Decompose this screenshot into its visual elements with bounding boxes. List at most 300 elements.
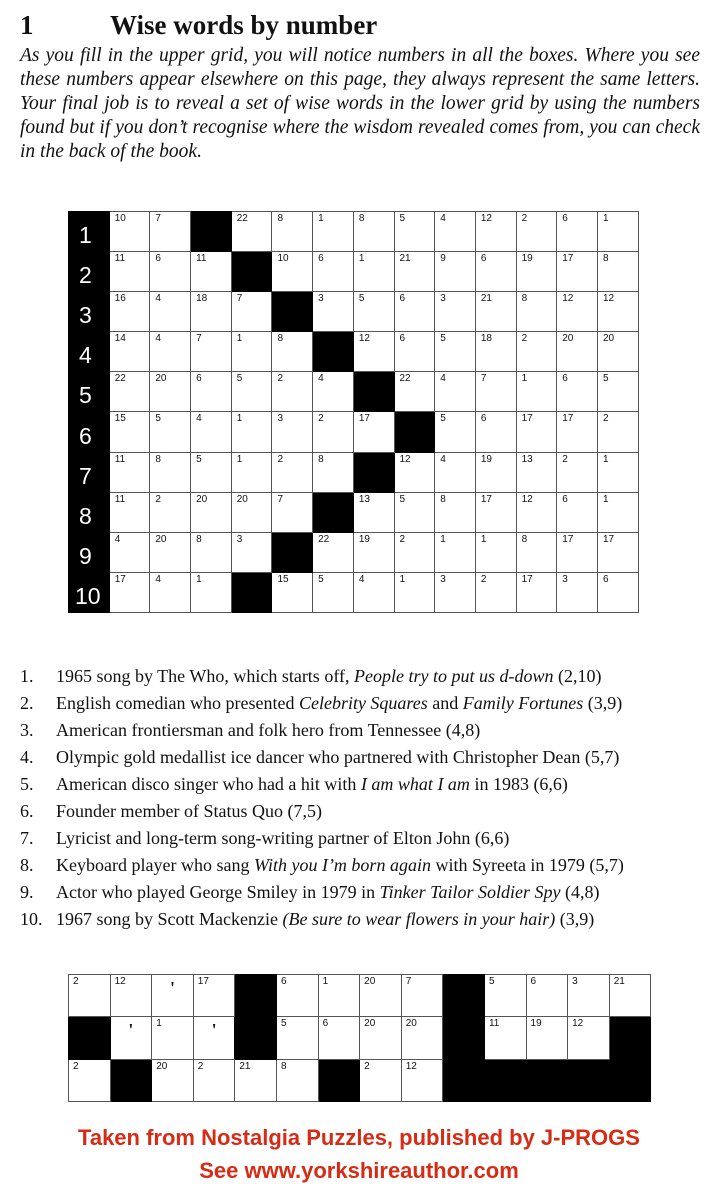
grid-cell[interactable] xyxy=(435,452,476,492)
grid-cell[interactable] xyxy=(394,212,435,252)
final-grid-cell[interactable] xyxy=(401,1059,443,1101)
cell-number: 6 xyxy=(480,413,487,425)
grid-cell[interactable] xyxy=(109,332,150,372)
grid-cell[interactable] xyxy=(353,252,394,292)
puzzle-header xyxy=(20,8,700,164)
grid-cell[interactable] xyxy=(557,372,598,412)
grid-cell[interactable] xyxy=(435,572,476,612)
grid-cell[interactable] xyxy=(313,572,354,612)
cell-number: 6 xyxy=(155,253,161,265)
grid-cell[interactable] xyxy=(231,332,272,372)
cell-number: 4 xyxy=(114,533,121,545)
grid-cell[interactable] xyxy=(150,332,191,372)
grid-cell[interactable] xyxy=(109,372,150,412)
cell-number: 1 xyxy=(236,453,243,465)
grid-cell[interactable] xyxy=(394,572,435,612)
cell-number: 2 xyxy=(521,333,528,345)
grid-cell[interactable] xyxy=(475,412,516,452)
row-label: 2 xyxy=(69,252,110,292)
grid-cell[interactable] xyxy=(191,572,232,612)
cell-number: 16 xyxy=(114,293,126,305)
grid-cell[interactable] xyxy=(435,212,476,252)
cell-number: 6 xyxy=(480,253,487,265)
grid-cell[interactable] xyxy=(313,452,354,492)
final-grid-cell[interactable] xyxy=(276,975,318,1017)
grid-cell[interactable] xyxy=(394,372,435,412)
cell-number: 2 xyxy=(562,453,568,465)
grid-cell[interactable] xyxy=(353,212,394,252)
grid-cell[interactable] xyxy=(109,452,150,492)
grid-cell[interactable] xyxy=(597,212,638,252)
cell-number: 8 xyxy=(358,213,365,224)
grid-cell[interactable] xyxy=(313,212,354,252)
final-grid-cell[interactable] xyxy=(276,1017,318,1059)
cell-number: 8 xyxy=(280,1060,287,1072)
final-grid-cell[interactable] xyxy=(401,975,443,1017)
row-label: 6 xyxy=(69,412,110,452)
grid-cell[interactable] xyxy=(231,452,272,492)
final-grid-cell[interactable] xyxy=(276,1059,318,1101)
grid-cell[interactable] xyxy=(272,252,313,292)
cell-number: 2 xyxy=(277,453,283,465)
cell-number: 5 xyxy=(399,493,406,505)
cell-number: 7 xyxy=(155,213,161,224)
grid-cell[interactable] xyxy=(191,332,232,372)
final-grid-cell[interactable] xyxy=(568,975,610,1017)
final-grid-cell[interactable] xyxy=(360,975,402,1017)
clue-number: 8. xyxy=(20,855,34,875)
cell-number: 2 xyxy=(364,1060,370,1072)
grid-cell[interactable] xyxy=(231,372,272,412)
cell-number: 6 xyxy=(318,253,324,265)
grid-cell[interactable] xyxy=(475,532,516,572)
final-grid-cell[interactable] xyxy=(152,1017,194,1059)
cell-number: 2 xyxy=(521,213,528,224)
grid-cell[interactable] xyxy=(597,372,638,412)
row-label: 3 xyxy=(69,292,110,332)
cell-number: 4 xyxy=(440,453,446,465)
black-cell xyxy=(231,252,272,292)
clue-text: Actor who played George Smiley in 1979 in xyxy=(56,882,380,902)
black-cell xyxy=(235,975,277,1017)
final-grid-cell[interactable] xyxy=(193,975,235,1017)
grid-cell[interactable] xyxy=(394,532,435,572)
grid-cell[interactable] xyxy=(394,292,435,332)
grid-cell[interactable] xyxy=(231,292,272,332)
grid-row xyxy=(69,532,639,572)
clue-text: Keyboard player who sang xyxy=(56,855,254,875)
grid-cell[interactable] xyxy=(191,292,232,332)
grid-cell[interactable] xyxy=(150,572,191,612)
final-grid-cell[interactable] xyxy=(526,975,568,1017)
grid-cell[interactable] xyxy=(516,372,557,412)
black-cell xyxy=(353,452,394,492)
clue-item xyxy=(20,906,710,933)
grid-cell[interactable] xyxy=(191,412,232,452)
cell-number: 17 xyxy=(521,413,533,425)
final-grid-cell[interactable] xyxy=(401,1017,443,1059)
cell-number: 13 xyxy=(358,493,370,505)
cell-number: 1 xyxy=(318,213,324,224)
grid-cell[interactable] xyxy=(475,572,516,612)
cell-number: 17 xyxy=(602,533,615,545)
grid-cell[interactable] xyxy=(557,492,598,532)
cell-number: 8 xyxy=(318,453,324,465)
grid-cell[interactable] xyxy=(150,212,191,252)
grid-cell[interactable] xyxy=(150,292,191,332)
cell-number: 7 xyxy=(277,493,283,505)
cell-number: 2 xyxy=(602,413,609,425)
grid-cell[interactable] xyxy=(109,412,150,452)
grid-cell[interactable] xyxy=(435,492,476,532)
clue-number: 1. xyxy=(20,666,34,686)
cell-number: 5 xyxy=(196,453,202,465)
grid-cell[interactable] xyxy=(150,252,191,292)
grid-cell[interactable] xyxy=(231,412,272,452)
lower-grid xyxy=(68,974,651,1102)
clue-item xyxy=(20,663,710,690)
cell-number: 20 xyxy=(602,333,615,345)
grid-cell[interactable] xyxy=(353,532,394,572)
cell-number: 17 xyxy=(197,976,209,987)
grid-cell[interactable] xyxy=(394,452,435,492)
grid-cell[interactable] xyxy=(231,532,272,572)
grid-cell[interactable] xyxy=(516,572,557,612)
grid-cell[interactable] xyxy=(272,492,313,532)
grid-cell[interactable] xyxy=(353,292,394,332)
grid-cell[interactable] xyxy=(475,452,516,492)
clue-text: (3,9) xyxy=(583,693,623,713)
cell-number: 20 xyxy=(155,373,167,385)
grid-cell[interactable] xyxy=(475,492,516,532)
grid-cell[interactable] xyxy=(597,532,638,572)
final-grid-cell[interactable] xyxy=(318,1017,360,1059)
grid-cell[interactable] xyxy=(597,252,638,292)
grid-cell[interactable] xyxy=(597,292,638,332)
cell-number: 12 xyxy=(521,493,533,505)
cell-number: 8 xyxy=(277,333,283,345)
cell-number: 5 xyxy=(318,573,324,585)
cell-number: 1 xyxy=(322,976,329,987)
cell-number: 1 xyxy=(602,453,609,465)
final-grid-cell[interactable] xyxy=(526,1017,568,1059)
grid-cell[interactable] xyxy=(150,492,191,532)
cell-number: 6 xyxy=(530,976,537,987)
cell-number: 4 xyxy=(155,333,161,345)
black-cell xyxy=(568,1059,610,1101)
cell-number: 6 xyxy=(602,573,609,585)
clue-text: American frontiersman and folk hero from Tennessee (4,8) xyxy=(56,720,481,740)
final-grid-cell[interactable] xyxy=(484,1017,526,1059)
black-cell xyxy=(272,292,313,332)
cell-number: 6 xyxy=(322,1018,329,1030)
cell-number: 12 xyxy=(480,213,492,224)
cell-number: 6 xyxy=(196,373,202,385)
grid-cell[interactable] xyxy=(435,252,476,292)
grid-cell[interactable] xyxy=(394,332,435,372)
grid-cell[interactable] xyxy=(597,572,638,612)
grid-cell[interactable] xyxy=(597,332,638,372)
grid-cell[interactable] xyxy=(231,212,272,252)
clue-item xyxy=(20,744,710,771)
clue-text: Celebrity Squares xyxy=(298,693,428,713)
grid-cell[interactable] xyxy=(557,292,598,332)
grid-cell[interactable] xyxy=(516,532,557,572)
cell-number: 3 xyxy=(572,976,578,987)
grid-cell[interactable] xyxy=(109,292,150,332)
grid-cell[interactable] xyxy=(394,492,435,532)
cell-number: 20 xyxy=(236,493,248,505)
clue-text: Founder member of Status Quo (7,5) xyxy=(56,801,322,821)
clue-text: I am what I am xyxy=(360,774,470,794)
cell-number: 11 xyxy=(114,453,126,465)
grid-cell[interactable] xyxy=(191,372,232,412)
cell-number: 17 xyxy=(114,573,126,585)
cell-number: 3 xyxy=(318,293,324,305)
cell-number: 3 xyxy=(236,533,243,545)
grid-row xyxy=(69,452,639,492)
grid-cell[interactable] xyxy=(272,332,313,372)
grid-cell[interactable] xyxy=(435,292,476,332)
grid-cell[interactable] xyxy=(353,572,394,612)
cell-number: 8 xyxy=(277,213,283,224)
cell-number: 5 xyxy=(602,373,609,385)
cell-number: 2 xyxy=(155,493,161,505)
grid-cell[interactable] xyxy=(272,412,313,452)
cell-number: 1 xyxy=(602,493,609,505)
cell-number: 1 xyxy=(196,573,202,585)
clue-number: 6. xyxy=(20,801,34,821)
cell-number: 6 xyxy=(562,213,568,224)
cell-number: 1 xyxy=(521,373,528,385)
puzzle-number: 1 xyxy=(20,10,34,40)
cell-number: 8 xyxy=(521,533,528,545)
grid-cell[interactable] xyxy=(516,452,557,492)
black-cell xyxy=(69,1017,111,1059)
black-cell xyxy=(484,1059,526,1101)
grid-cell[interactable] xyxy=(435,412,476,452)
final-grid-cell[interactable] xyxy=(360,1017,402,1059)
cell-number: 19 xyxy=(530,1018,542,1030)
grid-cell[interactable] xyxy=(557,452,598,492)
cell-number: 5 xyxy=(358,293,365,305)
grid-cell[interactable] xyxy=(313,372,354,412)
black-cell xyxy=(313,332,354,372)
final-grid-cell[interactable] xyxy=(193,1059,235,1101)
grid-cell[interactable] xyxy=(109,572,150,612)
cell-number: 15 xyxy=(277,573,289,585)
grid-cell[interactable] xyxy=(109,492,150,532)
grid-cell[interactable] xyxy=(475,252,516,292)
final-grid-cell[interactable] xyxy=(235,1059,277,1101)
black-cell xyxy=(443,1017,485,1059)
grid-cell[interactable] xyxy=(516,252,557,292)
grid-cell[interactable] xyxy=(353,412,394,452)
clue-text: 1967 song by Scott Mackenzie xyxy=(56,909,283,929)
grid-cell[interactable] xyxy=(313,532,354,572)
upper-grid xyxy=(68,211,639,613)
cell-number: 11 xyxy=(114,493,126,505)
grid-cell[interactable] xyxy=(191,532,232,572)
grid-cell[interactable] xyxy=(557,252,598,292)
cell-number: 1 xyxy=(236,333,243,345)
cell-number: 19 xyxy=(358,533,370,545)
grid-cell[interactable] xyxy=(353,332,394,372)
grid-cell[interactable] xyxy=(516,292,557,332)
cell-number: 8 xyxy=(440,493,446,505)
cell-number: 4 xyxy=(318,373,324,385)
cell-number: 12 xyxy=(358,333,370,345)
cell-number: 12 xyxy=(405,1060,417,1072)
cell-number: 19 xyxy=(521,253,533,265)
black-cell xyxy=(443,975,485,1017)
clue-text: With you I’m born again xyxy=(253,855,431,875)
row-label: 9 xyxy=(69,532,110,572)
grid-cell[interactable] xyxy=(272,372,313,412)
final-grid-cell[interactable] xyxy=(152,1059,194,1101)
grid-cell[interactable] xyxy=(475,292,516,332)
apostrophe: ' xyxy=(211,1020,217,1041)
cell-number: 20 xyxy=(364,976,376,987)
cell-number: 5 xyxy=(399,213,406,224)
final-grid-row xyxy=(69,1059,651,1101)
cell-number: 17 xyxy=(562,533,574,545)
grid-cell[interactable] xyxy=(557,572,598,612)
final-grid-cell[interactable] xyxy=(69,1059,111,1101)
grid-cell[interactable] xyxy=(516,412,557,452)
grid-row xyxy=(69,212,639,252)
cell-number: 11 xyxy=(114,253,126,265)
grid-cell[interactable] xyxy=(150,412,191,452)
row-label: 7 xyxy=(69,452,110,492)
cell-number: 10 xyxy=(114,213,126,224)
grid-row xyxy=(69,292,639,332)
cell-number: 17 xyxy=(562,413,574,425)
cell-number: 18 xyxy=(480,333,492,345)
cell-number: 12 xyxy=(602,293,615,305)
clue-number: 9. xyxy=(20,882,34,902)
apostrophe: ' xyxy=(128,1020,134,1041)
grid-cell[interactable] xyxy=(557,212,598,252)
apostrophe: ' xyxy=(169,978,175,998)
cell-number: 8 xyxy=(602,253,609,265)
final-grid-cell[interactable] xyxy=(69,975,111,1017)
cell-number: 22 xyxy=(318,533,330,545)
grid-cell[interactable] xyxy=(557,532,598,572)
cell-number: 20 xyxy=(405,1018,417,1030)
final-grid-row xyxy=(69,1017,651,1059)
black-cell xyxy=(235,1017,277,1059)
cell-number: 6 xyxy=(399,293,406,305)
clue-text: (3,9) xyxy=(555,909,595,929)
grid-row xyxy=(69,252,639,292)
grid-cell[interactable] xyxy=(150,452,191,492)
cell-number: 4 xyxy=(440,213,446,224)
clue-number: 5. xyxy=(20,774,34,794)
clue-item xyxy=(20,690,710,717)
cell-number: 20 xyxy=(196,493,208,505)
cell-number: 21 xyxy=(239,1060,251,1072)
grid-cell[interactable] xyxy=(516,212,557,252)
grid-cell[interactable] xyxy=(435,332,476,372)
black-cell xyxy=(313,492,354,532)
final-grid-cell[interactable] xyxy=(484,975,526,1017)
final-grid-cell[interactable] xyxy=(609,975,651,1017)
row-label: 4 xyxy=(69,332,110,372)
cell-number: 5 xyxy=(280,1018,287,1030)
grid-cell[interactable] xyxy=(557,332,598,372)
grid-cell[interactable] xyxy=(475,372,516,412)
cell-number: 5 xyxy=(440,333,446,345)
grid-cell[interactable] xyxy=(557,412,598,452)
grid-cell[interactable] xyxy=(109,532,150,572)
grid-cell[interactable] xyxy=(353,492,394,532)
black-cell xyxy=(110,1059,152,1101)
grid-cell[interactable] xyxy=(516,492,557,532)
grid-cell[interactable] xyxy=(435,372,476,412)
final-grid-cell[interactable] xyxy=(318,975,360,1017)
grid-cell[interactable] xyxy=(191,252,232,292)
cell-number: 6 xyxy=(399,333,406,345)
cell-number: 5 xyxy=(155,413,161,425)
grid-cell[interactable] xyxy=(109,252,150,292)
cell-number: 4 xyxy=(358,573,365,585)
cell-number: 18 xyxy=(196,293,208,305)
grid-cell[interactable] xyxy=(272,212,313,252)
grid-cell[interactable] xyxy=(191,492,232,532)
grid-cell[interactable] xyxy=(313,292,354,332)
grid-row xyxy=(69,572,639,612)
final-grid-cell[interactable] xyxy=(110,975,152,1017)
cell-number: 17 xyxy=(358,413,370,425)
black-cell xyxy=(443,1059,485,1101)
cell-number: 4 xyxy=(196,413,202,425)
cell-number: 1 xyxy=(602,213,609,224)
final-grid-cell[interactable] xyxy=(360,1059,402,1101)
grid-cell[interactable] xyxy=(597,452,638,492)
cell-number: 1 xyxy=(480,533,487,545)
grid-cell[interactable] xyxy=(597,412,638,452)
cell-number: 1 xyxy=(358,253,365,265)
cell-number: 2 xyxy=(73,976,79,987)
cell-number: 7 xyxy=(480,373,487,385)
cell-number: 4 xyxy=(155,293,161,305)
grid-cell[interactable] xyxy=(516,332,557,372)
cell-number: 12 xyxy=(114,976,126,987)
grid-cell[interactable] xyxy=(394,252,435,292)
grid-cell[interactable] xyxy=(272,452,313,492)
grid-cell[interactable] xyxy=(435,532,476,572)
grid-cell[interactable] xyxy=(475,212,516,252)
grid-cell[interactable] xyxy=(150,532,191,572)
grid-cell[interactable] xyxy=(475,332,516,372)
grid-cell[interactable] xyxy=(191,452,232,492)
cell-number: 12 xyxy=(572,1018,584,1030)
clue-text: (Be sure to wear flowers in your hair) xyxy=(282,909,556,929)
grid-cell[interactable] xyxy=(597,492,638,532)
grid-cell[interactable] xyxy=(231,492,272,532)
final-grid-cell[interactable] xyxy=(568,1017,610,1059)
grid-cell[interactable] xyxy=(109,212,150,252)
cell-number: 14 xyxy=(114,333,126,345)
grid-cell[interactable] xyxy=(313,412,354,452)
black-cell xyxy=(231,572,272,612)
grid-cell[interactable] xyxy=(272,572,313,612)
grid-cell[interactable] xyxy=(313,252,354,292)
grid-cell[interactable] xyxy=(150,372,191,412)
cell-number: 19 xyxy=(480,453,492,465)
clue-item xyxy=(20,717,710,744)
